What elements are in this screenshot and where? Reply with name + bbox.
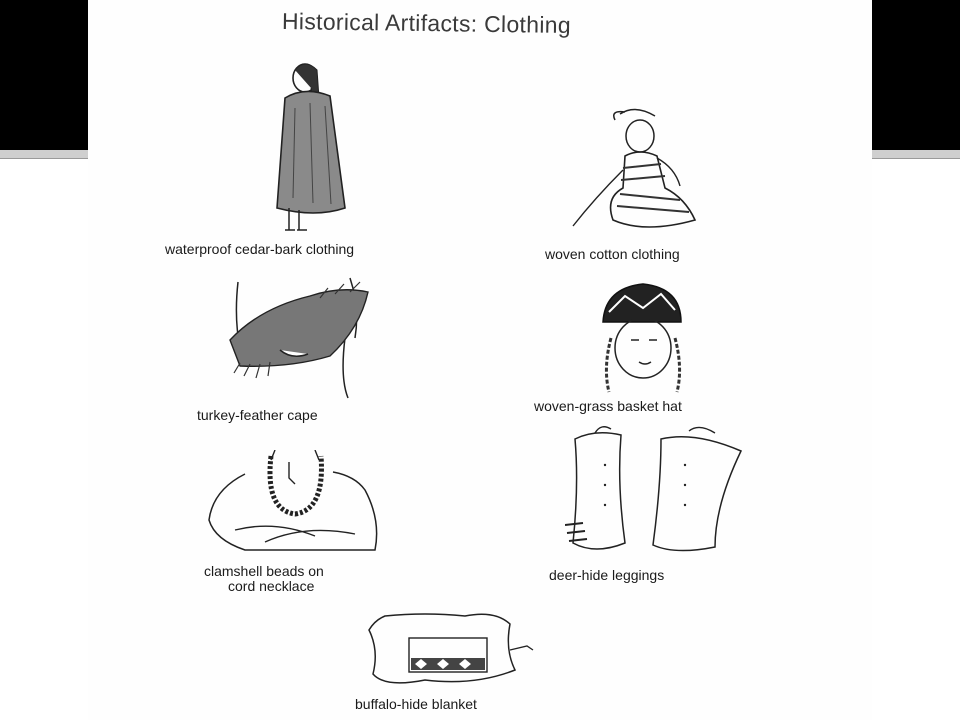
caption-woven-cotton: woven cotton clothing xyxy=(545,246,680,262)
cedar-bark-clothing-icon xyxy=(255,58,355,238)
caption-turkey-feather: turkey-feather cape xyxy=(197,407,318,423)
woven-cotton-clothing-icon xyxy=(565,108,715,238)
divider-line-right xyxy=(872,150,960,159)
turkey-feather-cape-icon xyxy=(220,268,380,403)
page-title: Historical Artifacts: Clothing xyxy=(281,8,572,39)
buffalo-hide-blanket-icon xyxy=(365,610,535,690)
deer-hide-leggings-icon xyxy=(565,425,745,560)
divider-line-left xyxy=(0,150,88,159)
caption-buffalo-hide: buffalo-hide blanket xyxy=(355,696,477,712)
basket-hat-icon xyxy=(595,278,690,396)
caption-basket-hat: woven-grass basket hat xyxy=(534,398,682,414)
black-band-left xyxy=(0,0,88,150)
caption-clamshell-line2: cord necklace xyxy=(228,578,315,594)
caption-cedar-bark: waterproof cedar-bark clothing xyxy=(165,241,355,257)
caption-clamshell-line1: clamshell beads on xyxy=(204,563,324,579)
clamshell-necklace-icon xyxy=(205,450,385,565)
caption-deer-hide: deer-hide leggings xyxy=(549,567,665,583)
black-band-right xyxy=(872,0,960,150)
